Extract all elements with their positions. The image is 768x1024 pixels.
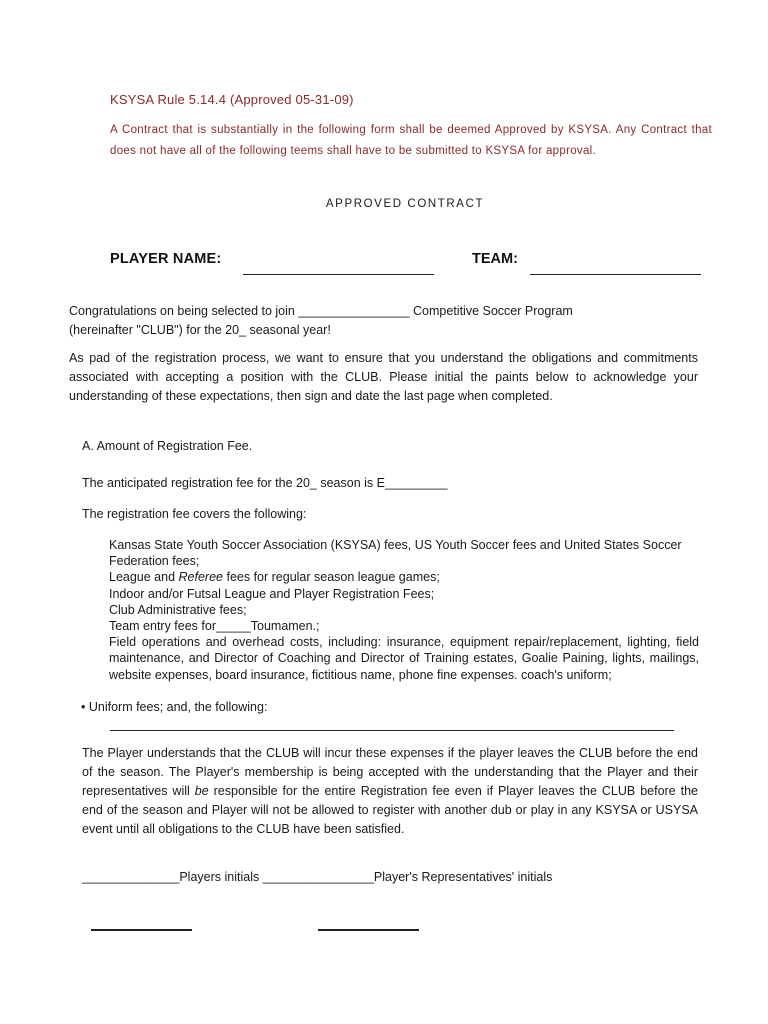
fee-item-league-em: Referee	[178, 570, 223, 585]
congrats-line-2: (hereinafter "CLUB") for the 20_ seasonal year!	[69, 323, 331, 337]
signature-line-1	[91, 929, 192, 931]
rule-title: KSYSA Rule 5.14.4 (Approved 05-31-09)	[110, 92, 354, 107]
congrats-line-1: Congratulations on being selected to join ________________ Competitive Soccer Program	[69, 304, 573, 318]
player-understanding-paragraph	[82, 744, 698, 839]
section-a-heading: A. Amount of Registration Fee.	[82, 439, 253, 453]
fee-list	[109, 537, 699, 683]
fee-item-indoor: Indoor and/or Futsal League and Player Registration Fees;	[109, 586, 435, 601]
signature-line-2	[318, 929, 419, 931]
registration-paragraph: As pad of the registration process, we want to ensure that you understand the obligations and commitments associated with accepting a position with the CLUB. Please initial the paints below to acknowledge your understanding of these expectations, then sign and date the last page when completed.	[69, 351, 698, 403]
player-para-em: be	[194, 784, 209, 798]
fee-item-ksysa: Kansas State Youth Soccer Association (KSYSA) fees, US Youth Soccer fees and United States Soccer Federation fees;	[109, 538, 682, 569]
fee-item-league	[109, 569, 699, 585]
congrats-paragraph	[69, 302, 699, 340]
player-name-line	[243, 274, 434, 275]
team-label: TEAM:	[472, 251, 518, 267]
player-para-pre: The Player understands that the CLUB will incur these expenses if the player leaves the CLUB before the end of the season. The Player's membership is being accepted with the understanding that the Player and their representatives will	[82, 746, 698, 798]
fee-covers-intro: The registration fee covers the following:	[82, 507, 307, 521]
fee-item-club-admin: Club Administrative fees;	[109, 602, 247, 617]
fee-item-league-post: fees for regular season league games;	[223, 570, 440, 585]
following-blank-line	[110, 730, 674, 731]
uniform-bullet: • Uniform fees; and, the following:	[81, 700, 268, 714]
anticipated-fee-line: The anticipated registration fee for the 20_ season is E_________	[82, 476, 448, 490]
fee-item-field-ops: Field operations and overhead costs, including: insurance, equipment repair/replacement, lighting, field maintenance, and Director of Coaching and Director of Training estates, Goalie Paining, lights, mailings, website expenses, board insurance, fictitious name, phone fine expenses. coach's uniform;	[109, 635, 699, 682]
contract-title: APPROVED CONTRACT	[325, 198, 485, 210]
team-line	[530, 274, 701, 275]
player-para-post: responsible for the entire Registration fee even if Player leaves the CLUB before the end of the season and Player will not be allowed to register with another dub or play in any KSYSA or USYSA event until all obligations to the CLUB have been satisfied.	[82, 784, 698, 836]
fee-item-league-pre: League and	[109, 570, 179, 585]
intro-paragraph: A Contract that is substantially in the following form shall be deemed Approved by KSYSA. Any Contract that does not have all of the following teems shall have to be submitted to KSYSA for approval.	[110, 124, 712, 157]
fee-item-team-entry: Team entry fees for_____Toumamen.;	[109, 619, 320, 634]
player-name-label: PLAYER NAME:	[110, 251, 222, 267]
initials-line: ______________Players initials ________________Player's Representatives' initials	[82, 870, 553, 884]
